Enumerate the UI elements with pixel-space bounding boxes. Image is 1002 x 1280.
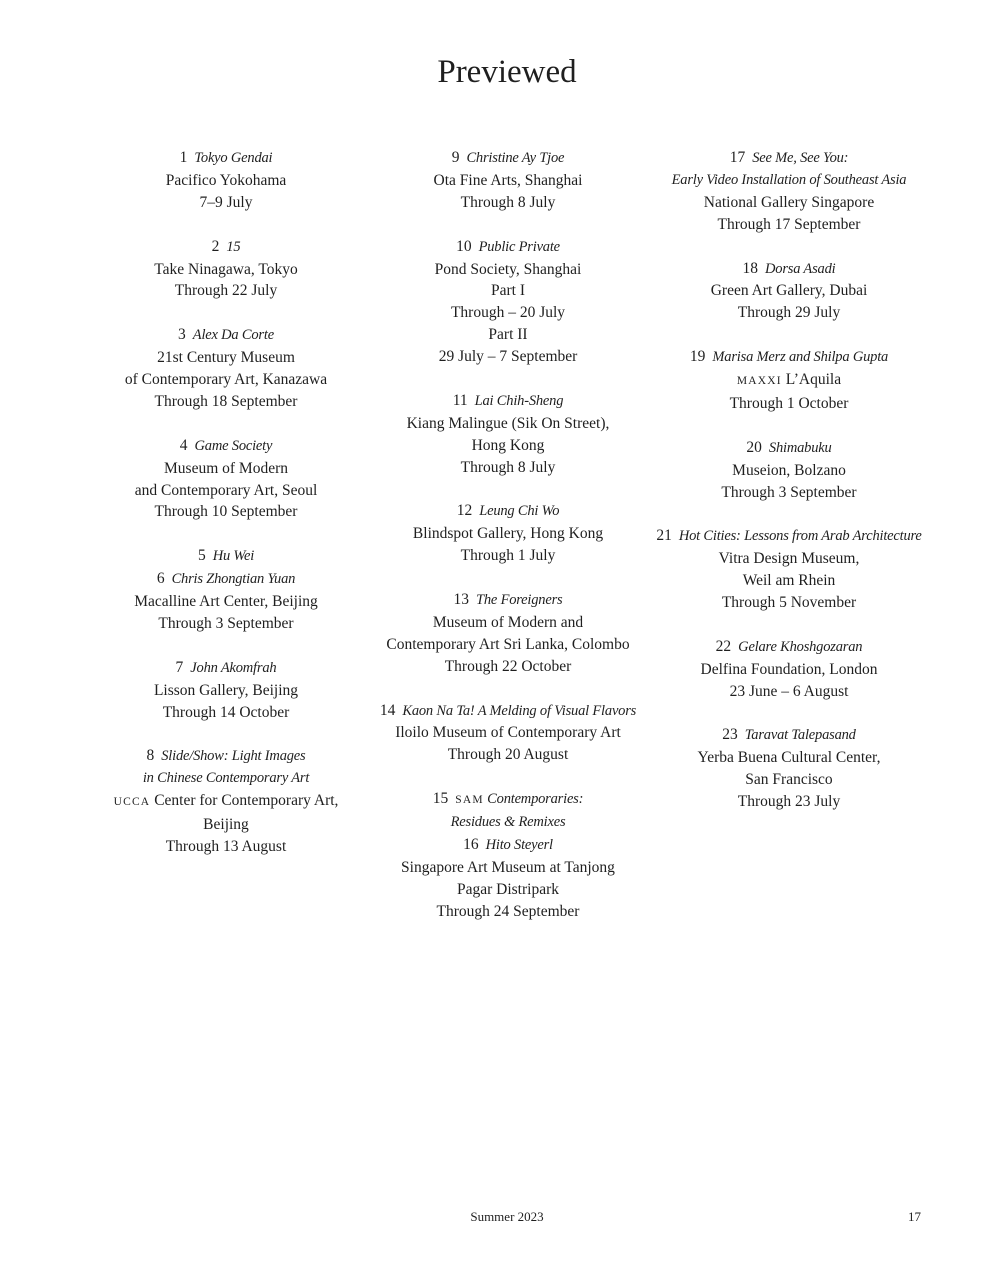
entry-number: 20 [746, 438, 762, 456]
exhibition-title: Taravat Talepasand [744, 727, 856, 744]
exhibition-entry [96, 147, 356, 214]
venue: Delfina Foundation, London [700, 660, 878, 678]
entry-number: 18 [742, 259, 759, 277]
entry-number: 4 [179, 436, 188, 454]
venue: Iloilo Museum of Contemporary Art [395, 724, 621, 742]
dates: 29 July – 7 September [438, 348, 578, 366]
venue-acronym: MAXXI [736, 375, 782, 388]
entry-number: 21 [656, 527, 672, 545]
exhibition-entry [96, 657, 356, 724]
part-label: Part II [488, 326, 528, 344]
exhibition-title: in Chinese Contemporary Art [142, 770, 310, 787]
exhibition-title: Contemporaries: [483, 791, 584, 808]
venue: Pond Society, Shanghai [434, 260, 582, 278]
exhibition-title: Tokyo Gendai [194, 150, 273, 166]
dates: Through 22 July [174, 282, 278, 300]
venue: Vitra Design Museum, [718, 550, 860, 568]
entry-number: 22 [715, 637, 732, 655]
exhibition-entry [96, 324, 356, 413]
exhibition-title: Marisa Merz and Shilpa Gupta [712, 349, 889, 366]
dates: Through 14 October [162, 703, 290, 721]
venue: Singapore Art Museum at Tanjong [401, 858, 615, 876]
venue: Museion, Bolzano [732, 461, 846, 479]
exhibition-entry [372, 700, 644, 767]
listing-column-1 [96, 147, 356, 880]
exhibition-title: Gelare Khoshgozaran [738, 638, 863, 655]
exhibition-title: Shimabuku [768, 439, 832, 456]
exhibition-title: The Foreigners [476, 592, 563, 609]
dates: Through 22 October [444, 657, 572, 675]
exhibition-title: Chris Zhongtian Yuan [171, 571, 296, 588]
part-label: Part I [490, 282, 525, 300]
dates: Through 1 October [729, 394, 849, 412]
exhibition-entry [648, 346, 930, 415]
entry-number: 23 [722, 726, 738, 744]
dates: Through 13 August [165, 838, 287, 855]
exhibition-title: Early Video Installation of Southeast Asia [671, 171, 907, 188]
entry-number: 16 [463, 836, 479, 853]
entry-number: 12 [456, 502, 473, 520]
listing-column-3 [648, 147, 930, 835]
venue: Green Art Gallery, Dubai [710, 282, 868, 300]
dates: Through 18 September [154, 392, 298, 410]
entry-number: 2 [211, 237, 220, 255]
venue: Kiang Malingue (Sik On Street), [406, 414, 610, 432]
entry-number: 8 [146, 747, 155, 765]
footer-issue-label: Summer 2023 [470, 1209, 544, 1224]
venue: Hong Kong [471, 436, 545, 454]
dates: Through 5 November [721, 594, 857, 612]
exhibition-entry [372, 589, 644, 678]
dates: Through 8 July [460, 193, 556, 211]
exhibition-title: Dorsa Asadi [765, 260, 836, 277]
venue: 21st Century Museum [157, 349, 295, 367]
exhibition-entry [96, 236, 356, 303]
venue: Center for Contemporary Art, [150, 792, 339, 810]
venue: Macalline Art Center, Beijing [134, 593, 318, 611]
dates: Through 10 September [154, 503, 298, 521]
venue: Yerba Buena Cultural Center, [697, 749, 881, 767]
exhibition-title: Christine Ay Tjoe [466, 150, 565, 166]
dates: Through 3 September [721, 483, 857, 501]
entry-number: 6 [156, 570, 165, 588]
venue: Lisson Gallery, Beijing [153, 681, 299, 699]
venue: Ota Fine Arts, Shanghai [433, 171, 583, 189]
exhibition-title: Kaon Na Ta! A Melding of Visual Flavors [402, 702, 637, 719]
entry-number: 7 [175, 658, 184, 676]
entry-number: 19 [689, 348, 706, 366]
entry-number: 10 [456, 237, 472, 255]
dates: Through 1 July [460, 547, 556, 565]
venue: Museum of Modern and [432, 613, 584, 631]
venue: Contemporary Art Sri Lanka, Colombo [386, 635, 630, 653]
dates: Through – 20 July [450, 304, 566, 322]
entry-number: 11 [452, 391, 468, 409]
exhibition-entry [648, 636, 930, 703]
venue: L’Aquila [781, 371, 842, 389]
exhibition-title: See Me, See You: [752, 150, 849, 166]
exhibition-entry [648, 724, 930, 813]
entry-number: 13 [453, 591, 469, 609]
exhibition-entry [372, 500, 644, 567]
exhibition-entry [648, 525, 930, 614]
exhibition-title: Lai Chih-Sheng [474, 392, 564, 409]
entry-number: 9 [451, 149, 460, 166]
entry-number: 17 [729, 149, 746, 166]
exhibition-title: Slide/Show: Light Images [161, 748, 306, 765]
exhibition-title: 15 [226, 238, 241, 255]
exhibition-entry [96, 745, 356, 858]
exhibition-title: Game Society [194, 437, 273, 454]
page-title: Previewed [437, 54, 577, 90]
dates: Through 23 July [737, 793, 841, 811]
exhibition-title: Leung Chi Wo [479, 503, 560, 520]
exhibition-entry [648, 147, 930, 236]
entry-number: 15 [432, 790, 449, 808]
dates: 23 June – 6 August [729, 682, 849, 700]
exhibition-entry [372, 147, 644, 214]
entry-number: 3 [178, 326, 186, 344]
venue: Take Ninagawa, Tokyo [154, 260, 298, 278]
listing-column-2 [372, 147, 644, 945]
venue: Beijing [203, 816, 249, 834]
entry-number: 5 [197, 547, 206, 565]
exhibition-title: John Akomfrah [190, 659, 277, 676]
dates: Through 17 September [717, 215, 861, 233]
exhibition-entry [648, 437, 930, 504]
footer-page-number: 17 [908, 1209, 921, 1224]
entry-number: 14 [379, 701, 396, 719]
exhibition-title: Alex Da Corte [192, 327, 274, 344]
dates: Through 8 July [460, 458, 556, 476]
exhibition-entry [372, 236, 644, 368]
venue: San Francisco [745, 771, 833, 789]
dates: Through 3 September [158, 614, 294, 632]
exhibition-title: Hu Wei [212, 548, 255, 565]
venue: Museum of Modern [164, 459, 288, 477]
exhibition-entry [648, 258, 930, 325]
dates: Through 24 September [436, 902, 580, 920]
exhibition-entry [372, 390, 644, 479]
exhibition-entry [96, 435, 356, 524]
dates: Through 29 July [737, 304, 841, 322]
exhibition-title: Hito Steyerl [485, 837, 553, 853]
exhibition-title: Residues & Remixes [450, 814, 566, 831]
entry-number: 1 [179, 149, 188, 166]
dates: Through 20 August [447, 746, 569, 764]
venue: Blindspot Gallery, Hong Kong [412, 525, 604, 543]
venue-acronym: UCCA [113, 796, 151, 809]
exhibition-entry [96, 545, 356, 635]
venue: National Gallery Singapore [703, 193, 875, 211]
exhibition-entry [372, 788, 644, 922]
exhibition-title-acronym: SAM [455, 794, 484, 807]
venue: Pagar Distripark [456, 880, 559, 898]
venue: Weil am Rhein [742, 572, 836, 590]
venue: Pacifico Yokohama [165, 171, 287, 189]
exhibition-title: Public Private [478, 238, 560, 255]
dates: 7–9 July [199, 193, 253, 211]
exhibition-title: Hot Cities: Lessons from Arab Architecture [678, 528, 922, 545]
venue: of Contemporary Art, Kanazawa [124, 371, 328, 389]
venue: and Contemporary Art, Seoul [134, 481, 318, 499]
